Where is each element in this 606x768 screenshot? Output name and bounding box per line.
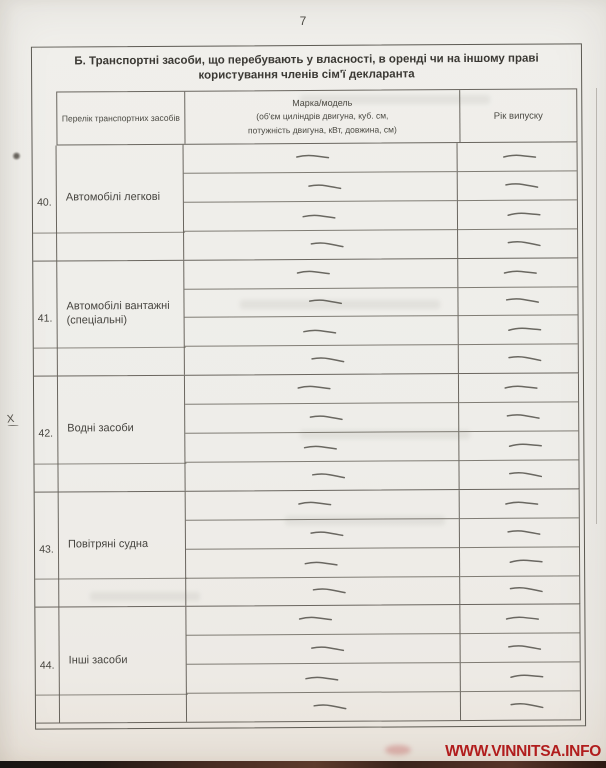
year-entry-cell <box>459 431 578 461</box>
handwritten-dash-mark <box>300 212 336 221</box>
table-row <box>35 489 581 608</box>
year-entry-cell <box>459 316 578 346</box>
make-model-entry-cell <box>185 461 458 491</box>
year-entry-cell <box>460 605 579 635</box>
make-model-entry-cell <box>184 230 457 260</box>
bleed-through-smudge <box>285 516 445 525</box>
handwritten-dash-mark <box>308 414 344 422</box>
bleed-through-smudge <box>300 430 470 439</box>
make-model-entry-cell <box>186 577 459 607</box>
handwritten-dash-mark <box>297 615 333 624</box>
handwritten-dash-mark <box>502 267 538 277</box>
make-model-column <box>184 259 459 375</box>
make-model-header-line2: (об'єм циліндрів двигуна, куб. см, <box>256 110 389 122</box>
year-entry-cell <box>459 345 578 374</box>
handwritten-dash-mark <box>306 183 342 191</box>
vehicles-table <box>32 88 581 723</box>
handwritten-dash-mark <box>505 209 542 220</box>
make-model-entry-cell <box>187 692 460 722</box>
red-ink-smudge <box>385 745 411 755</box>
table-row <box>33 258 579 377</box>
bottom-scan-band <box>0 761 606 768</box>
ink-smudge-mark <box>12 152 21 160</box>
handwritten-dash-mark <box>310 471 346 480</box>
row-number: 44. <box>35 608 60 723</box>
scan-page-edge-line <box>596 88 597 524</box>
year-entry-cell <box>458 229 577 258</box>
x-margin-mark: Х <box>6 413 18 426</box>
handwritten-dash-mark <box>506 354 542 363</box>
make-model-entry-cell <box>185 316 458 347</box>
category-label: Автомобілі легкові <box>57 145 185 260</box>
category-label: Автомобілі вантажні (спеціальні) <box>57 260 185 375</box>
handwritten-dash-mark <box>309 645 345 653</box>
table-row <box>35 605 581 724</box>
bleed-through-smudge <box>300 95 490 104</box>
bleed-through-smudge <box>90 592 200 601</box>
make-model-entry-cell <box>184 259 457 290</box>
handwritten-dash-mark <box>303 675 339 684</box>
handwritten-dash-mark <box>506 239 542 248</box>
row-number: 42. <box>34 377 59 492</box>
year-entry-cell <box>461 663 580 693</box>
year-column <box>459 374 579 489</box>
year-column <box>458 258 578 373</box>
make-model-entry-cell <box>187 634 460 665</box>
year-column <box>460 605 580 720</box>
handwritten-dash-mark <box>302 443 338 452</box>
handwritten-dash-mark <box>294 152 330 161</box>
handwritten-dash-mark <box>505 528 541 536</box>
handwritten-dash-mark <box>503 498 539 508</box>
handwritten-dash-mark <box>501 152 537 162</box>
handwritten-dash-mark <box>309 356 345 365</box>
make-model-column <box>186 605 461 721</box>
year-entry-cell <box>460 489 579 519</box>
handwritten-dash-mark <box>508 701 544 710</box>
handwritten-dash-mark <box>508 671 545 682</box>
handwritten-dash-mark <box>506 325 543 336</box>
table-row <box>33 142 579 261</box>
year-entry-cell <box>459 374 578 404</box>
watermark: WWW.VINNITSA.INFO <box>445 743 601 760</box>
handwritten-dash-mark <box>502 383 538 393</box>
category-label: Повітряні судна <box>59 492 187 607</box>
handwritten-dash-mark <box>309 240 345 249</box>
handwritten-dash-mark <box>503 181 539 189</box>
year-entry-cell <box>458 200 577 230</box>
handwritten-dash-mark <box>507 440 544 451</box>
make-model-entry-cell <box>184 143 457 174</box>
year-entry-cell <box>458 171 577 201</box>
row-number: 40. <box>33 146 58 261</box>
section-title <box>32 44 581 90</box>
bleed-through-smudge <box>240 300 440 309</box>
make-model-entry-cell <box>186 548 459 579</box>
year-entry-cell <box>460 547 579 577</box>
handwritten-dash-mark <box>302 559 338 568</box>
handwritten-dash-mark <box>505 413 541 421</box>
handwritten-dash-mark <box>311 702 347 711</box>
year-entry-cell <box>459 402 578 432</box>
row-number: 43. <box>35 492 60 607</box>
year-entry-cell <box>461 634 580 664</box>
make-model-entry-cell <box>184 172 457 203</box>
make-model-header-line1: Марка/модель <box>292 97 353 108</box>
year-entry-cell <box>460 518 579 548</box>
year-entry-cell <box>461 691 580 720</box>
year-entry-cell <box>459 460 578 489</box>
section-title-line2: користування членів сім'ї декларанта <box>198 68 415 82</box>
make-model-entry-cell <box>186 605 459 636</box>
make-model-entry-cell <box>185 374 458 405</box>
header-cell-year: Рік випуску <box>493 110 543 122</box>
page-number: 7 <box>299 14 307 28</box>
year-column <box>460 489 580 604</box>
handwritten-dash-mark <box>504 297 540 305</box>
make-model-header-line3: потужність двигуна, кВт, довжина, см) <box>247 124 397 136</box>
handwritten-dash-mark <box>507 470 543 479</box>
year-entry-cell <box>458 287 577 317</box>
make-model-column <box>186 490 461 606</box>
handwritten-dash-mark <box>301 328 337 337</box>
make-model-entry-cell <box>185 345 458 375</box>
handwritten-dash-mark <box>508 586 544 595</box>
handwritten-dash-mark <box>504 614 540 624</box>
handwritten-dash-mark <box>296 499 332 508</box>
document-frame <box>31 43 586 729</box>
handwritten-dash-mark <box>507 556 544 567</box>
make-model-entry-cell <box>184 201 457 232</box>
handwritten-dash-mark <box>506 644 542 652</box>
row-number: 41. <box>33 261 58 376</box>
year-column <box>458 142 578 257</box>
year-entry-cell <box>460 576 579 605</box>
handwritten-dash-mark <box>295 268 331 277</box>
year-entry-cell <box>458 142 577 172</box>
handwritten-dash-mark <box>308 529 344 537</box>
handwritten-dash-mark <box>295 383 331 392</box>
section-title-line1: Б. Транспортні засоби, що перебувають у власності, в оренді чи на іншому праві <box>74 52 539 68</box>
make-model-column <box>184 143 459 259</box>
make-model-entry-cell <box>187 663 460 694</box>
category-label: Інші засоби <box>59 607 187 722</box>
year-entry-cell <box>458 258 577 288</box>
handwritten-dash-mark <box>311 587 347 596</box>
header-cell-vehicles-list: Перелік транспортних засобів <box>57 92 185 145</box>
category-label: Водні засоби <box>58 376 186 491</box>
